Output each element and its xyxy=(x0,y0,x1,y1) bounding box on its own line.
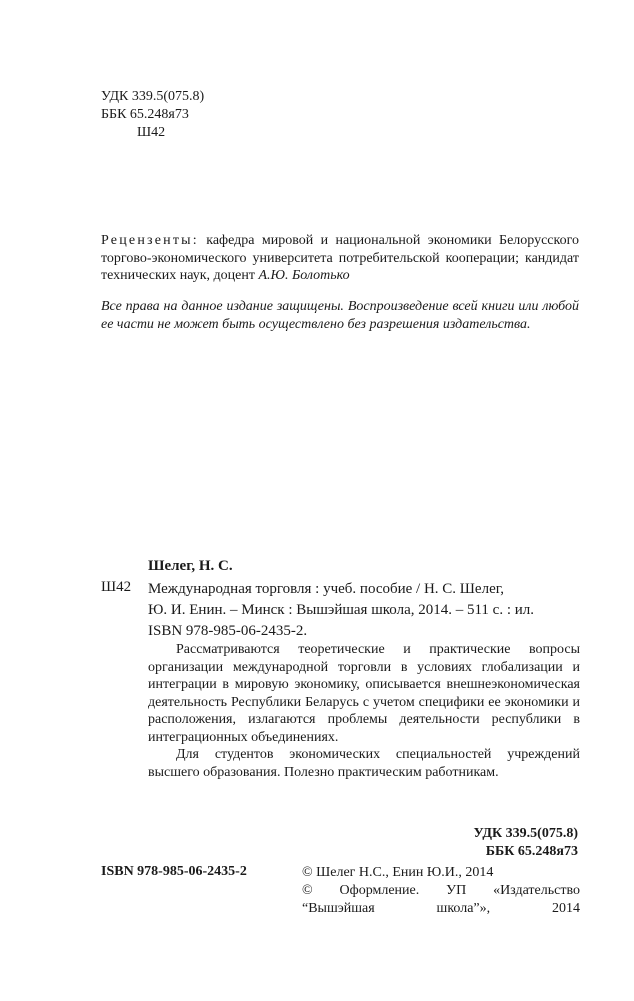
catalog-code: Ш42 xyxy=(101,579,132,595)
annotation-paragraph-2: Для студентов экономических специальностей учреждений высшего образования. Полезно практическим работникам. xyxy=(148,747,580,780)
udc-header-block xyxy=(101,88,204,142)
bbk-code: ББК 65.248я73 xyxy=(101,107,189,122)
catalog-line-1: Международная торговля : учеб. пособие / Н. С. Шелег, xyxy=(148,581,504,597)
copyright-design: © Оформление. УП «Издательство “Вышэйшая школа”», 2014 xyxy=(302,883,580,916)
classification-bbk: ББК 65.248я73 xyxy=(485,843,578,859)
reviewer-name: А.Ю. Болотько xyxy=(258,268,350,283)
copyright-authors: © Шелег Н.С., Енин Ю.И., 2014 xyxy=(302,865,494,880)
catalog-line-3: ISBN 978-985-06-2435-2. xyxy=(148,623,308,639)
catalog-author: Шелег, Н. С. xyxy=(148,558,233,574)
annotation xyxy=(148,641,580,781)
reviewers-text: кафедра мировой и национальной экономики Белорусского торгово-экономического университета потребительской кооперации; кандидат технических наук, доцент xyxy=(101,233,579,283)
rights-notice: Все права на данное издание защищены. Воспроизведение всей книги или любой ее части не может быть осуществлено без разрешения издательства. xyxy=(101,299,579,332)
annotation-paragraph-1: Рассматриваются теоретические и практические вопросы организации международной торговли в условиях глобализации и интеграции в мировую экономику, описывается внешнеэкономическая деятельность Республики Беларусь с учетом специфики ее экономики и расположения, излагаются проблемы деятельности республики в интеграционных объединениях. xyxy=(148,642,580,745)
reviewers-label: Рецензенты: xyxy=(101,233,199,248)
catalog-line-2: Ю. И. Енин. – Минск : Вышэйшая школа, 2014. – 511 с. : ил. xyxy=(148,602,535,618)
classification-codes xyxy=(474,825,578,860)
copyright-block xyxy=(302,864,580,918)
classification-udk: УДК 339.5(075.8) xyxy=(473,826,578,841)
isbn: ISBN 978-985-06-2435-2 xyxy=(101,864,247,879)
author-code: Ш42 xyxy=(137,125,166,140)
udk-code: УДК 339.5(075.8) xyxy=(101,89,205,104)
reviewers-block xyxy=(101,232,579,285)
catalog-description xyxy=(148,579,580,642)
